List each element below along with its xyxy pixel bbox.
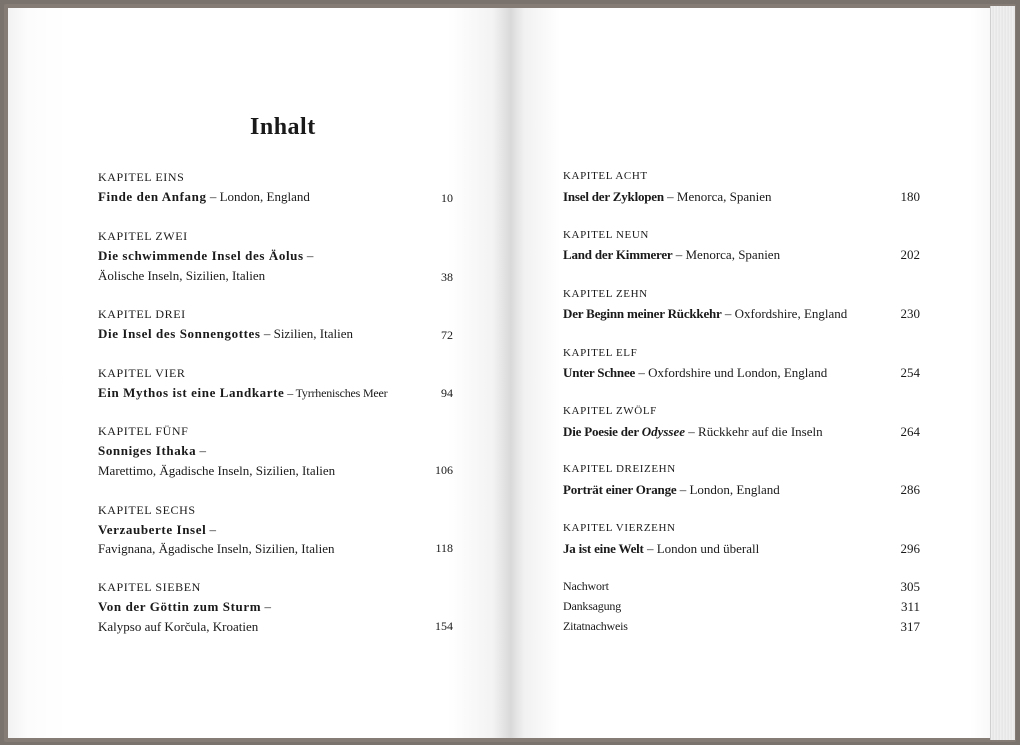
chapter-title-line	[98, 189, 310, 205]
chapter-location: Marettimo, Ägadische Inseln, Sizilien, Italien	[98, 463, 336, 478]
chapter-label: KAPITEL EINS	[98, 170, 185, 184]
chapter-label: KAPITEL SIEBEN	[98, 580, 201, 594]
chapter-label: KAPITEL ACHT	[563, 170, 648, 182]
toc-title: Inhalt	[250, 114, 316, 140]
chapter-title-line	[563, 541, 759, 557]
chapter-label: KAPITEL VIERZEHN	[563, 522, 676, 534]
page-number: 305	[900, 579, 920, 594]
chapter-title: Insel der Zyklopen	[563, 189, 664, 204]
page-edges	[990, 6, 1015, 740]
back-matter-title: Zitatnachweis	[563, 619, 628, 633]
chapter-label: KAPITEL DREI	[98, 307, 186, 321]
chapter-location: – London, England	[676, 482, 780, 497]
page-number: 180	[900, 189, 920, 204]
chapter-title: Die Insel des Sonnengottes	[98, 326, 261, 341]
chapter-location: – Sizilien, Italien	[260, 326, 354, 341]
back-matter-title: Nachwort	[563, 579, 609, 593]
chapter-title: Die schwimmende Insel des Äolus	[98, 248, 304, 263]
chapter-title-line	[563, 189, 772, 205]
chapter-title: Von der Göttin zum Sturm	[98, 599, 262, 614]
chapter-title-line	[98, 443, 206, 459]
chapter-label: KAPITEL DREIZEHN	[563, 463, 676, 475]
chapter-location: – London und überall	[643, 541, 760, 556]
page-number: 94	[441, 386, 453, 400]
chapter-title: Verzauberte Insel	[98, 522, 207, 537]
chapter-title-line	[563, 424, 823, 440]
chapter-title: Land der Kimmerer	[563, 247, 673, 262]
chapter-title-dash: –	[206, 522, 217, 537]
chapter-title-line	[98, 599, 271, 615]
page-number: 202	[900, 247, 920, 262]
chapter-location: – London, England	[206, 189, 310, 204]
chapter-title: Sonniges Ithaka	[98, 443, 197, 458]
page-number: 230	[900, 306, 920, 321]
chapter-title-line	[563, 247, 780, 263]
chapter-title-line	[563, 365, 827, 381]
chapter-title-line	[563, 306, 847, 322]
page-number: 311	[900, 599, 920, 614]
chapter-label: KAPITEL SECHS	[98, 503, 196, 517]
chapter-title-line	[563, 482, 780, 498]
chapter-location: – Menorca, Spanien	[672, 247, 781, 262]
chapter-title: Ja ist eine Welt	[563, 541, 644, 556]
chapter-location: – Tyrrhenisches Meer	[284, 386, 388, 400]
page-number: 118	[435, 541, 453, 555]
chapter-label: KAPITEL ZWEI	[98, 229, 188, 243]
chapter-label: KAPITEL ZEHN	[563, 288, 648, 300]
chapter-label: KAPITEL ZWÖLF	[563, 405, 657, 417]
chapter-title-line	[98, 248, 313, 264]
chapter-title: Unter Schnee	[563, 365, 636, 380]
chapter-title-dash: –	[303, 248, 314, 263]
page-number: 154	[435, 619, 453, 633]
page-number: 38	[441, 270, 453, 284]
chapter-location: – Oxfordshire, England	[721, 306, 848, 321]
page-number: 264	[900, 424, 920, 439]
chapter-location: Äolische Inseln, Sizilien, Italien	[98, 268, 266, 283]
chapter-location: – Oxfordshire und London, England	[635, 365, 828, 380]
chapter-label: KAPITEL VIER	[98, 366, 186, 380]
chapter-title: Porträt einer Orange	[563, 482, 677, 497]
page-number: 296	[900, 541, 920, 556]
chapter-label: KAPITEL FÜNF	[98, 424, 189, 438]
chapter-title: Die Poesie der	[563, 424, 642, 439]
chapter-location: Favignana, Ägadische Inseln, Sizilien, Italien	[98, 541, 335, 556]
chapter-title-line	[98, 385, 387, 401]
page-number: 10	[441, 191, 453, 205]
page-number: 317	[900, 619, 920, 634]
page-number: 286	[900, 482, 920, 497]
chapter-label: KAPITEL ELF	[563, 347, 638, 359]
chapter-title: Der Beginn meiner Rückkehr	[563, 306, 722, 321]
page-number: 254	[900, 365, 920, 380]
chapter-title: Finde den Anfang	[98, 189, 207, 204]
chapter-title-italic: Odyssee	[641, 424, 686, 439]
page-number: 72	[441, 328, 453, 342]
chapter-title-dash: –	[261, 599, 271, 614]
chapter-location: – Rückkehr auf die Inseln	[685, 424, 823, 439]
chapter-label: KAPITEL NEUN	[563, 229, 649, 241]
chapter-title-line	[98, 522, 216, 538]
chapter-title-line	[98, 326, 353, 342]
page-number: 106	[435, 463, 453, 477]
chapter-location: – Menorca, Spanien	[663, 189, 772, 204]
chapter-location: Kalypso auf Korčula, Kroatien	[98, 619, 259, 634]
chapter-title-dash: –	[196, 443, 206, 458]
back-matter-title: Danksagung	[563, 599, 621, 613]
chapter-title: Ein Mythos ist eine Landkarte	[98, 385, 285, 400]
